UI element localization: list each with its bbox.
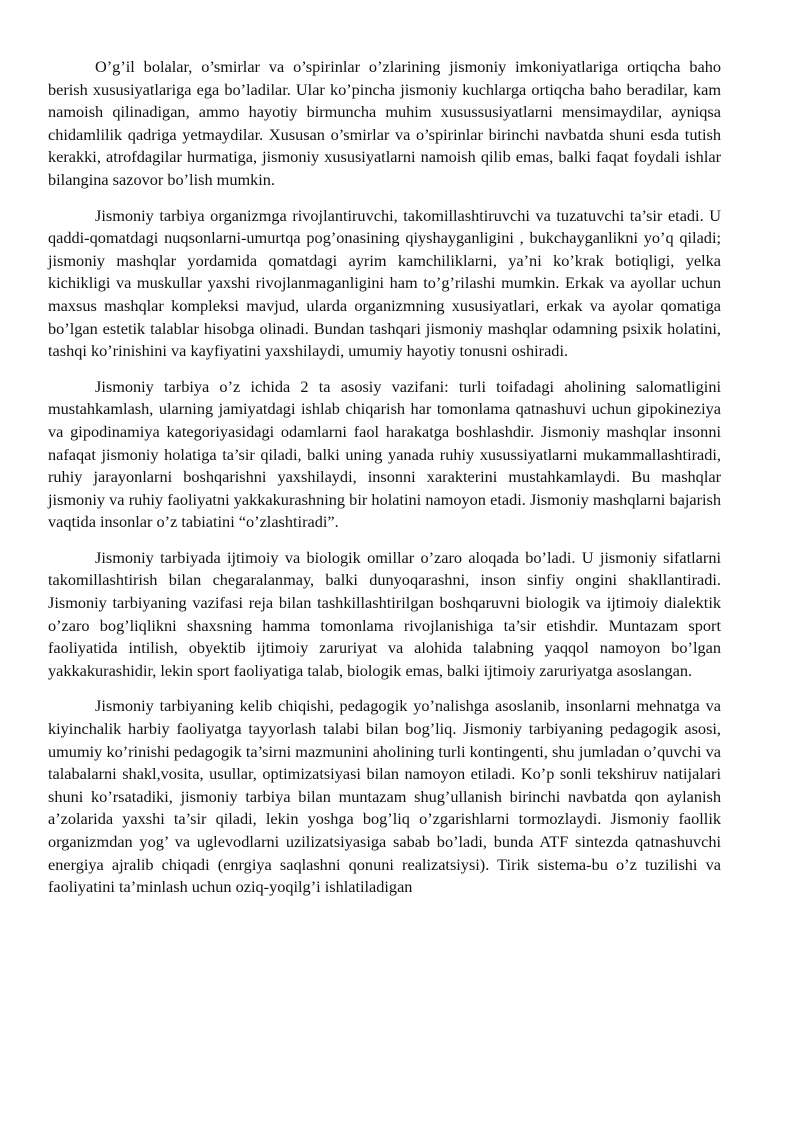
document-page [48,56,721,912]
paragraph-4: Jismoniy tarbiyada ijtimoiy va biologik omillar o’zaro aloqada bo’ladi. U jismoniy sifatlarni takomillashtirish bilan chegaralanmay, balki dunyoqarashni, inson sinfiy ongini shakllantiradi. Jismoniy tarbiyaning vazifasi reja bilan tashkillashtirilgan boshqaruvni biologik va ijtimoiy dialektik o’zaro bog’liqlikni shaxsning hamma tomonlama rivojlanishiga ta’sir etishdir. Muntazam sport faoliyatida intilish, obyektib ijtimoiy zaruriyat va alohida talabning yaqqol namoyon bo’lgan yakkakurashidir, lekin sport faoliyatiga talab, biologik emas, balki ijtimoiy zaruriyatga asoslangan. [48,547,721,680]
paragraph-2: Jismoniy tarbiya organizmga rivojlantiruvchi, takomillashtiruvchi va tuzatuvchi ta’sir etadi. U qaddi-qomatdagi nuqsonlarni-umurtqa pog’onasining qiyshayganligini , bukchayganlikni yo’q qiladi; jismoniy mashqlar yordamida qomatdagi ayrim kamchiliklarni, ya’ni ko’krak botiqligi, yelka kichikligi va muskullar yaxshi rivojlanmaganligini ham to’g’rilashi mumkin. Erkak va ayollar uchun maxsus mashqlar kompleksi mavjud, ularda organizmning xususiyatlari, erkak va ayolar qomatiga bo’lgan estetik talablar hisobga olinadi. Bundan tashqari jismoniy mashqlar odamning psixik holatini, tashqi ko’rinishini va kayfiyatini yaxshilaydi, umumiy hayotiy tonusni oshiradi. [48,205,721,361]
paragraph-3: Jismoniy tarbiya o’z ichida 2 ta asosiy vazifani: turli toifadagi aholining salomatligini mustahkamlash, ularning jamiyatdagi ishlab chiqarish har tomonlama qatnashuvi uchun gipokineziya va gipodinamiya kategoriyasidagi odamlarni faol harakatga boshlashdir. Jismoniy mashqlar insonni nafaqat jismoniy holatiga ta’sir qiladi, balki uning yanada ruhiy xusussiyatlarni mukammallashtiradi, ruhiy jarayonlarni boshqarishni yaxshilaydi, insonni xarakterini mustahkamlaydi. Bu mashqlar jismoniy va ruhiy faoliyatni yakkakurashning bir holatini namoyon etadi. Jismoniy mashqlarni bajarish vaqtida insonlar o’z tabiatini “o’zlashtiradi”. [48,376,721,532]
paragraph-1: O’g’il bolalar, o’smirlar va o’spirinlar o’zlarining jismoniy imkoniyatlariga ortiqcha baho berish xususiyatlariga ega bo’ladilar. Ular ko’pincha jismoniy kuchlarga ortiqcha baho beradilar, kam namoish qilinadigan, ammo hayotiy birmuncha muhim xusussusiyatlarni mensimaydilar, ayniqsa chidamlilik qadriga yetmaydilar. Xususan o’smirlar va o’spirinlar birinchi navbatda shuni esda tutish kerakki, atrofdagilar hurmatiga, jismoniy xususiyatlarni namoish qilib emas, balki faqat foydali ishlar bilangina sazovor bo’lish mumkin. [48,57,721,189]
paragraph-5: Jismoniy tarbiyaning kelib chiqishi, pedagogik yo’nalishga asoslanib, insonlarni mehnatga va kiyinchalik harbiy faoliyatga tayyorlash talabi bilan bog’liq. Jismoniy tarbiyaning pedagogik asosi, umumiy ko’rinishi pedagogik ta’sirni mazmunini aholining turli kontingenti, shu jumladan o’quvchi va talabalarni shakl,vosita, usullar, optimizatsiyasi bilan namoyon etiladi. Ko’p sonli tekshiruv natijalari shuni ko’rsatadiki, jismoniy tarbiya bilan muntazam shug’ullanish birinchi navbatda qon aylanish a’zolarida yaxshi ta’sir qiladi, lekin yoshga bog’liq o’zgarishlarni tormozlaydi. Jismoniy faollik organizmdan yog’ va uglevodlarni uzilizatsiyasiga sabab bo’ladi, bunda ATF sintezda qatnashuvchi energiya ajralib chiqadi (enrgiya saqlashni qonuni realizatsiysi). Tirik sistema-bu o’z tuzilishi va faoliyatini ta’minlash uchun oziq-yoqilg’i ishlatiladigan [48,696,721,897]
